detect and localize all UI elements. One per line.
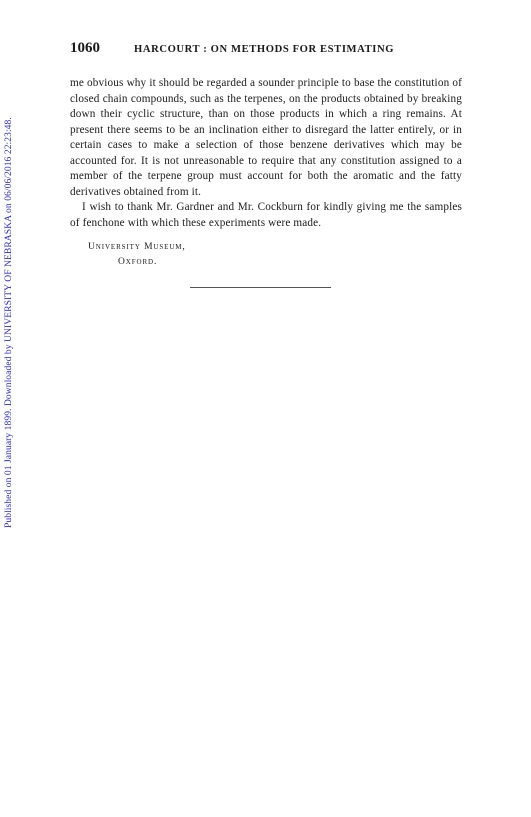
running-head: [70, 40, 462, 64]
article-body: [70, 76, 462, 231]
affiliation-city: Oxford.: [118, 256, 158, 267]
author-affiliation: [88, 240, 462, 269]
journal-page: [70, 40, 462, 269]
download-watermark: [3, 68, 15, 528]
paragraph-continuation: me obvious why it should be regarded a sounder principle to base the constitution of closed chain compounds, such as the terpenes, on the products obtained by breaking down their cyclic structure, than on those products in which a ring remains. At present there seems to be an inclination either to disregard the latter entirely, or in certain cases to make a selection of those benzene derivatives which may be accounted for. It is not unreasonable to require that any constitution assigned to a member of the terpene group must account for both the aromatic and the fatty derivatives obtained from it.: [70, 77, 462, 198]
paragraph-acknowledgement: I wish to thank Mr. Gardner and Mr. Cockburn for kindly giving me the samples of fenchone with which these experiments were made.: [70, 201, 462, 229]
affiliation-institution: University Museum,: [88, 242, 186, 252]
watermark-text: Published on 01 January 1899. Downloaded by UNIVERSITY OF NEBRASKA on 06/06/2016 22:23:48.: [3, 117, 14, 528]
section-end-rule: [190, 287, 331, 288]
page-number: 1060: [70, 40, 100, 56]
running-title: HARCOURT : ON METHODS FOR ESTIMATING: [134, 44, 395, 55]
